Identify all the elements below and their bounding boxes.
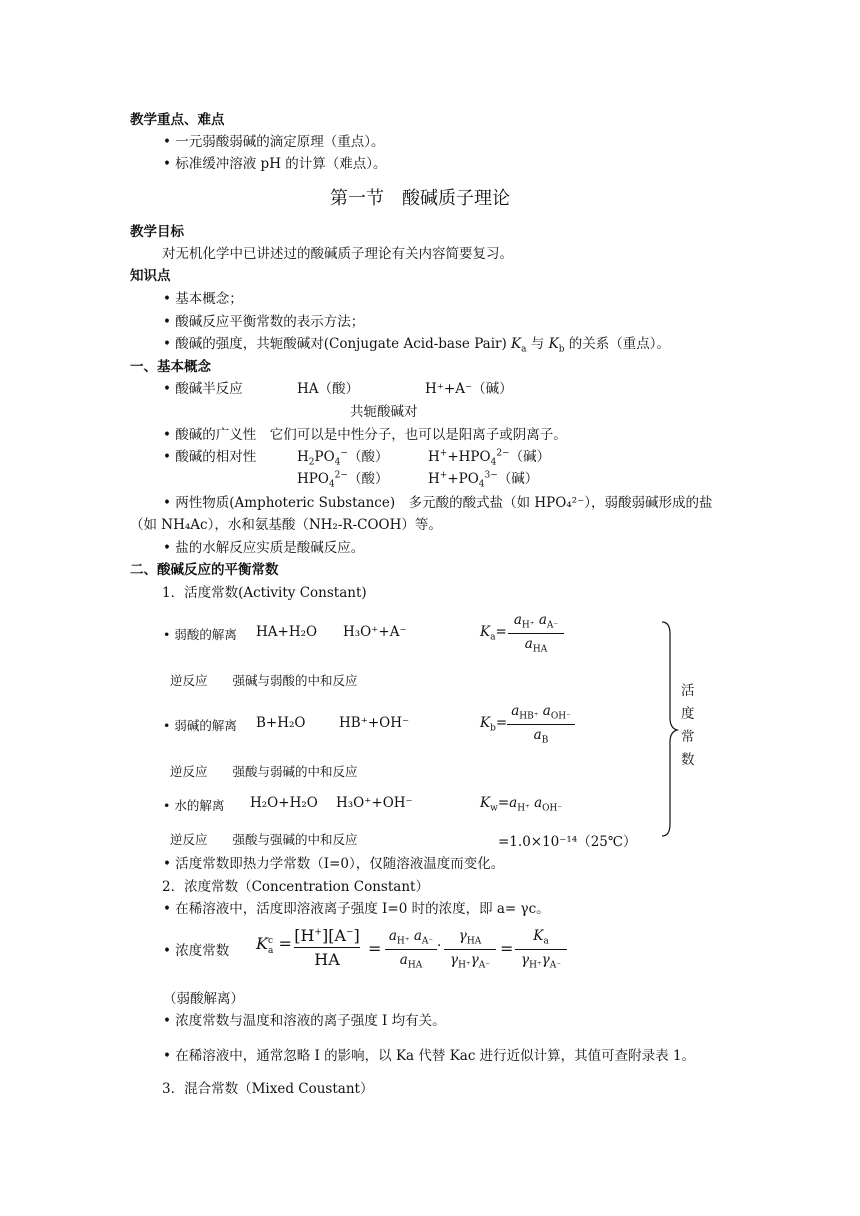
kb-symbol: $K_b=$ <box>480 715 508 734</box>
reverse-2: 逆反应 强酸与弱碱的中和反应 <box>170 764 358 779</box>
eq-heading: 二、酸碱反应的平衡常数 <box>130 562 279 578</box>
ka-gamma-fraction: $K_a$ $\gamma_{H^+}\gamma_{A^-}$ <box>515 928 567 970</box>
kw-expression: $K_w=a_{H^+}$ $a_{OH^-}$ <box>480 795 563 814</box>
eq-sign-1: = <box>368 939 382 958</box>
focus-item-2: • 标准缓冲溶液 pH 的计算（难点）。 <box>163 156 387 172</box>
activity-ratio-fraction: $a_{H^+}$ $a_{A^-}$ $a_{HA}$ <box>385 928 437 970</box>
eq-sign-2: = <box>500 939 514 958</box>
gamma-ratio-fraction: $\gamma_{HA}$ $\gamma_{H^+}\gamma_{A^-}$ <box>444 928 496 970</box>
activity-brace <box>658 620 680 838</box>
relative-row2-left: $HPO_4^{2-}$（酸） <box>297 470 389 490</box>
kw-value: =1.0×10⁻¹⁴（25℃） <box>498 834 637 850</box>
mixed-title: 3．混合常数（Mixed Coustant） <box>162 1081 374 1097</box>
half-reaction-base: H⁺+A⁻（碱） <box>425 381 513 397</box>
half-reaction-label: • 酸碱半反应 <box>163 381 243 397</box>
weak-base-label: • 弱碱的解离 <box>163 718 237 733</box>
conjugate-pair-label: 共轭酸碱对 <box>350 404 418 420</box>
weak-acid-note: （弱酸解离） <box>163 991 244 1007</box>
reverse-1: 逆反应 强碱与弱酸的中和反应 <box>170 673 358 688</box>
knowledge-item-3: • 酸碱的强度，共轭酸碱对(Conjugate Acid-base Pair) $K_a$ 与 $K_b$ 的关系（重点）。 <box>163 336 671 355</box>
ka-fraction: $a_{H^+}$ $a_{A^-}$ $a_{HA}$ <box>508 612 564 654</box>
dilute-note: • 在稀溶液中，活度即溶液离子强度 I=0 时的浓度，即 a= γc。 <box>163 901 550 917</box>
weak-acid-products: H₃O⁺+A⁻ <box>343 624 407 640</box>
approx-note: • 在稀溶液中，通常忽略 I 的影响，以 Ka 代替 Kac 进行近似计算，其值可查附录表 1。 <box>163 1048 696 1064</box>
amphoteric-line1: • 两性物质(Amphoteric Substance) 多元酸的酸式盐（如 HPO₄²⁻），弱酸弱碱形成的盐 <box>163 495 713 511</box>
dot-operator: · <box>437 938 442 954</box>
kac-symbol: $K^c_a$ = <box>256 934 292 957</box>
activity-side-label: 活度常数 <box>681 683 695 768</box>
half-reaction-acid: HA（酸） <box>297 381 360 397</box>
activity-title: 1．活度常数(Activity Constant) <box>162 585 367 601</box>
amphoteric-line2: （如 NH₄Ac），水和氨基酸（NH₂-R-COOH）等。 <box>130 517 442 533</box>
weak-acid-label: • 弱酸的解离 <box>163 627 237 642</box>
focus-heading: 教学重点、难点 <box>130 112 225 128</box>
hydrolysis-note: • 盐的水解反应实质是酸碱反应。 <box>163 540 365 556</box>
relative-row1-right: $H^++HPO_4^{2-}$（碱） <box>428 448 551 468</box>
water-reaction: H₂O+H₂O <box>250 795 318 811</box>
water-label: • 水的解离 <box>163 798 225 813</box>
section-title: 第一节 酸碱质子理论 <box>330 188 510 209</box>
focus-item-1: • 一元弱酸弱碱的滴定原理（重点）。 <box>163 134 385 150</box>
relative-label: • 酸碱的相对性 <box>163 449 257 465</box>
weak-acid-reaction: HA+H₂O <box>256 624 318 640</box>
knowledge-item-1: • 基本概念； <box>163 291 243 307</box>
thermo-note: • 活度常数即热力学常数（I=0），仅随溶液温度而变化。 <box>163 856 505 872</box>
reverse-3: 逆反应 强酸与强碱的中和反应 <box>170 832 358 847</box>
conc-dependence: • 浓度常数与温度和溶液的离子强度 I 均有关。 <box>163 1013 446 1029</box>
weak-base-products: HB⁺+OH⁻ <box>339 715 410 731</box>
kac-fraction: [H+][A−] HA <box>294 926 360 969</box>
relative-row1-left: $H_2PO_4^-$（酸） <box>297 448 389 468</box>
ka-symbol: $K_a=$ <box>480 624 507 643</box>
goal-text: 对无机化学中已讲述过的酸碱质子理论有关内容简要复习。 <box>162 246 513 262</box>
basic-heading: 一、基本概念 <box>130 359 211 375</box>
knowledge-heading: 知识点 <box>130 268 171 284</box>
conc-label: • 浓度常数 <box>163 943 230 959</box>
kb-fraction: $a_{HB^+}$ $a_{OH^-}$ $a_B$ <box>507 703 575 745</box>
water-products: H₃O⁺+OH⁻ <box>336 795 413 811</box>
weak-base-reaction: B+H₂O <box>256 715 306 731</box>
broad-concept: • 酸碱的广义性 它们可以是中性分子，也可以是阳离子或阴离子。 <box>163 427 567 443</box>
knowledge-item-2: • 酸碱反应平衡常数的表示方法； <box>163 314 365 330</box>
relative-row2-right: $H^++PO_4^{3-}$（碱） <box>428 470 539 490</box>
conc-title: 2．浓度常数（Concentration Constant） <box>162 879 429 895</box>
goal-heading: 教学目标 <box>130 224 184 240</box>
